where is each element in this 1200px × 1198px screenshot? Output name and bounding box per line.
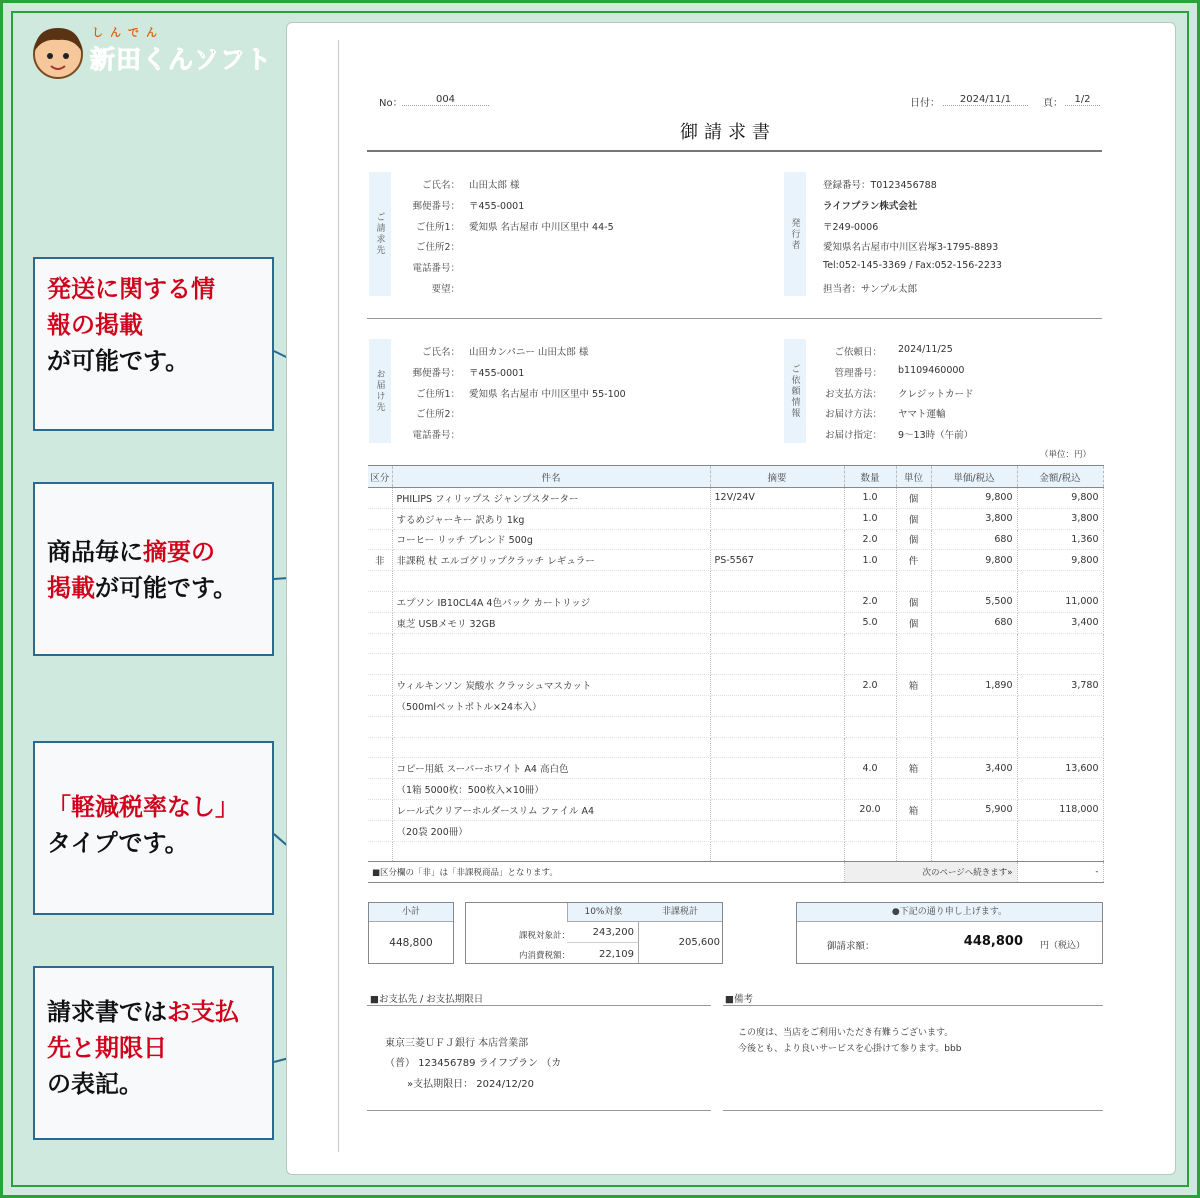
table-cell (896, 841, 931, 862)
table-cell (844, 571, 896, 592)
table-cell (368, 529, 392, 550)
callout-text: 「軽減税率なし」 (47, 793, 239, 821)
table-cell: 4.0 (844, 758, 896, 779)
field-label: 要望： (431, 284, 460, 295)
table-cell (1017, 716, 1103, 737)
table-cell (1017, 737, 1103, 758)
field-value: 山田太郎 様 (469, 180, 520, 191)
field-label: 管理番号： (834, 367, 882, 379)
table-cell (931, 820, 1017, 841)
table-cell (1017, 779, 1103, 800)
invoice-number: 004 (402, 94, 489, 106)
no-label: No： (379, 98, 403, 109)
field-label: ご依頼日： (834, 347, 882, 358)
table-cell: コーヒー リッチ ブレンド 500g (392, 529, 710, 550)
table-cell (710, 737, 844, 758)
tax-exempt-total: 205,600 (678, 937, 720, 948)
table-cell (368, 654, 392, 675)
table-cell: （500mlペットボトル×24本入） (392, 695, 710, 716)
remarks-rule-top (723, 1005, 1103, 1006)
taxable-label: 課税対象計： (518, 931, 570, 941)
table-cell: 個 (896, 591, 931, 612)
table-cell (931, 654, 1017, 675)
payment-rule-bottom (367, 1110, 711, 1111)
table-cell (368, 508, 392, 529)
table-cell: 5,500 (931, 591, 1017, 612)
field-label: 郵便番号： (412, 367, 460, 379)
table-cell: レール式クリアーホルダースリム ファイル A4 (392, 799, 710, 820)
field-label: お届け指定： (824, 430, 882, 442)
page-number: 1/2 (1065, 94, 1100, 106)
table-cell (1017, 695, 1103, 716)
table-cell: PHILIPS フィリップス ジャンプスターター (392, 488, 710, 509)
table-cell (368, 716, 392, 737)
table-cell (368, 675, 392, 696)
table-cell (392, 633, 710, 654)
table-cell (368, 695, 392, 716)
billing-total-value: 448,800 (963, 934, 1023, 949)
table-cell: ウィルキンソン 炭酸水 クラッシュマスカット (392, 675, 710, 696)
table-cell (368, 820, 392, 841)
table-cell (710, 841, 844, 862)
tax-box (465, 902, 723, 964)
column-header: 区分 (368, 466, 392, 488)
table-row (368, 675, 1103, 696)
table-cell: エプソン IB10CL4A 4色パック カートリッジ (392, 591, 710, 612)
table-cell (368, 758, 392, 779)
delivery-side-label: お届け先 (369, 339, 391, 443)
consumption-tax-label: 内消費税額： (518, 951, 570, 961)
table-cell (844, 779, 896, 800)
issuer-side-label: 発行者 (784, 172, 806, 296)
field-value: 9〜13時（午前） (898, 430, 974, 442)
table-cell: 9,800 (931, 550, 1017, 571)
field-label: 電話番号： (412, 263, 460, 275)
remarks-rule-bottom (723, 1110, 1103, 1111)
table-cell: 9,800 (1017, 550, 1103, 571)
table-cell (368, 633, 392, 654)
field-label: ご氏名： (421, 347, 460, 358)
table-cell: （1箱 5000枚：500枚入×10冊） (392, 779, 710, 800)
table-cell: するめジャーキー 訳あり 1kg (392, 508, 710, 529)
column-header: 摘要 (710, 466, 844, 488)
table-cell (392, 716, 710, 737)
table-cell: 11,000 (1017, 591, 1103, 612)
brand-name: 新田くんソフト (90, 45, 273, 74)
table-cell: 13,600 (1017, 758, 1103, 779)
table-cell: 5.0 (844, 612, 896, 633)
table-cell (392, 571, 710, 592)
issuer-line: 登録番号：T0123456788 (823, 180, 937, 191)
table-cell (1017, 633, 1103, 654)
field-label: 電話番号： (412, 430, 460, 442)
callout-text: 商品毎に (47, 538, 143, 566)
payment-due: »支払期限日： 2024/12/20 (407, 1079, 534, 1090)
callout-text: 請求書では (47, 998, 167, 1026)
table-cell: 9,800 (931, 488, 1017, 509)
callout-text: 発送に関する情 (47, 275, 215, 303)
field-label: ご住所1： (415, 388, 460, 400)
callout-text: 摘要の (143, 538, 215, 566)
field-value: b1109460000 (898, 364, 965, 376)
callout-text: 払先と期限日 (47, 998, 239, 1062)
payment-title: ■お支払先 / お支払期限日 (370, 994, 484, 1005)
table-cell: 9,800 (1017, 488, 1103, 509)
taxable-value: 243,200 (592, 927, 634, 938)
table-cell: 1.0 (844, 488, 896, 509)
table-cell (710, 758, 844, 779)
table-cell (931, 716, 1017, 737)
field-value: 愛知県 名古屋市 中川区里中 44-5 (469, 221, 614, 233)
table-cell (1017, 820, 1103, 841)
table-cell (931, 571, 1017, 592)
table-cell: 680 (931, 612, 1017, 633)
billing-total-label: 御請求額： (827, 941, 875, 952)
billing-total-box (796, 902, 1103, 964)
table-cell: 20.0 (844, 799, 896, 820)
table-row (368, 550, 1103, 571)
items-table (368, 465, 1104, 883)
table-row (368, 716, 1103, 737)
callout-text: お支 (167, 998, 215, 1026)
unit-note: （単位：円） (1040, 450, 1092, 460)
table-row (368, 612, 1103, 633)
table-cell: 個 (896, 529, 931, 550)
issuer-line: 愛知県名古屋市中川区岩塚3-1795-8893 (823, 242, 999, 254)
table-cell: 個 (896, 488, 931, 509)
table-cell (896, 695, 931, 716)
table-cell (710, 799, 844, 820)
column-header: 単位 (896, 466, 931, 488)
payment-account: （普） 123456789 ライフプラン （カ (385, 1058, 562, 1069)
table-row (368, 695, 1103, 716)
issuer-line: 〒249-0006 (823, 221, 879, 233)
table-cell (710, 633, 844, 654)
table-cell: 3,400 (1017, 612, 1103, 633)
table-cell (710, 591, 844, 612)
next-page-note: 次のページへ続きます» (844, 862, 1017, 883)
table-cell (368, 591, 392, 612)
table-cell: 2.0 (844, 675, 896, 696)
callout-text: です。 (119, 347, 190, 375)
callout-text: 表記。 (71, 1070, 143, 1098)
table-cell (896, 633, 931, 654)
table-row (368, 841, 1103, 862)
table-cell (931, 779, 1017, 800)
next-page-amount: - (1017, 862, 1103, 883)
table-cell: 非 (368, 550, 392, 571)
section-separator (367, 318, 1102, 319)
title-rule (367, 150, 1102, 152)
field-label: ご氏名： (421, 180, 460, 191)
table-row (368, 758, 1103, 779)
table-cell (1017, 654, 1103, 675)
table-cell (710, 695, 844, 716)
field-value: 2024/11/25 (898, 344, 953, 355)
table-cell: コピー用紙 スーパーホワイト A4 高白色 (392, 758, 710, 779)
remarks-title: ■備考 (725, 994, 753, 1005)
table-cell: 件 (896, 550, 931, 571)
table-cell (896, 779, 931, 800)
tax-col-label: 10%対象 (567, 903, 640, 922)
field-label: 郵便番号： (412, 200, 460, 212)
table-cell (844, 820, 896, 841)
table-cell: 12V/24V (710, 488, 844, 509)
callout-text: の (47, 1070, 71, 1098)
table-row (368, 737, 1103, 758)
field-value: 山田カンパニー 山田太郎 様 (469, 347, 589, 358)
table-cell: 3,780 (1017, 675, 1103, 696)
table-cell (844, 633, 896, 654)
table-cell (710, 571, 844, 592)
table-cell: 3,400 (931, 758, 1017, 779)
callout-text: 掲載 (47, 574, 95, 602)
brand-ruby: しんでん (92, 26, 164, 39)
table-cell (710, 675, 844, 696)
table-cell (710, 529, 844, 550)
table-cell (368, 799, 392, 820)
table-cell (844, 737, 896, 758)
table-cell (710, 654, 844, 675)
remarks-line-2: 今後とも、より良いサービスを心掛けて参ります。bbb (738, 1044, 962, 1054)
field-value: クレジットカード (898, 388, 974, 400)
table-cell: 1.0 (844, 550, 896, 571)
subtotal-box (368, 902, 454, 964)
table-cell: 3,800 (931, 508, 1017, 529)
table-cell: 箱 (896, 675, 931, 696)
remarks-line-1: この度は、当店をご利用いただき有難うございます。 (738, 1028, 954, 1038)
table-cell (392, 737, 710, 758)
subtotal-label: 小計 (369, 903, 453, 922)
table-row (368, 779, 1103, 800)
tax-total-label: 非課税計 (638, 903, 722, 922)
footer-note: ■区分欄の「非」は「非課税商品」となります。 (368, 862, 844, 883)
table-row (368, 571, 1103, 592)
table-row (368, 820, 1103, 841)
column-header: 件名 (392, 466, 710, 488)
field-label: ご住所2： (415, 409, 460, 421)
payment-bank: 東京三菱ＵＦＪ銀行 本店営業部 (385, 1038, 529, 1049)
field-label: ご住所1： (415, 221, 460, 233)
issuer-line: 担当者：サンプル太郎 (823, 284, 918, 295)
document-title: 御請求書 (680, 122, 776, 143)
field-value: 〒455-0001 (469, 200, 525, 212)
table-row (368, 654, 1103, 675)
table-cell: 118,000 (1017, 799, 1103, 820)
billing-side-label: ご請求先 (369, 172, 391, 296)
table-cell (896, 737, 931, 758)
table-cell: 個 (896, 508, 931, 529)
table-cell (368, 488, 392, 509)
table-cell (710, 779, 844, 800)
table-cell (392, 654, 710, 675)
table-footer-row (368, 862, 1103, 883)
table-cell: 東芝 USBメモリ 32GB (392, 612, 710, 633)
table-cell (1017, 571, 1103, 592)
table-cell: 2.0 (844, 591, 896, 612)
table-cell: 非課税 杖 エルゴグリップクラッチ レギュラー (392, 550, 710, 571)
billing-total-head: ●下記の通り申し上げます。 (797, 903, 1102, 922)
table-cell (368, 571, 392, 592)
table-cell (844, 716, 896, 737)
table-header-row (368, 466, 1103, 488)
field-value: 愛知県 名古屋市 中川区里中 55-100 (469, 388, 626, 400)
callout-text: が可能です。 (95, 574, 238, 602)
page-label: 頁： (1043, 98, 1063, 109)
table-cell: 1,360 (1017, 529, 1103, 550)
table-cell (931, 737, 1017, 758)
callout-text: タイプです。 (47, 829, 189, 857)
table-cell: 1,890 (931, 675, 1017, 696)
table-cell (844, 695, 896, 716)
table-cell (896, 820, 931, 841)
table-cell (392, 841, 710, 862)
table-cell: 3,800 (1017, 508, 1103, 529)
table-cell: 1.0 (844, 508, 896, 529)
tax-row-divider (567, 942, 638, 943)
field-label: お届け方法： (824, 409, 882, 421)
field-value: 〒455-0001 (469, 367, 525, 379)
field-label: ご住所2： (415, 242, 460, 254)
table-cell (931, 633, 1017, 654)
table-row (368, 633, 1103, 654)
table-row (368, 799, 1103, 820)
table-cell (931, 841, 1017, 862)
subtotal-value: 448,800 (389, 937, 433, 949)
table-cell (368, 841, 392, 862)
consumption-tax-value: 22,109 (599, 949, 634, 960)
table-cell (896, 654, 931, 675)
table-cell (710, 820, 844, 841)
field-value: ヤマト運輸 (898, 409, 946, 421)
table-cell (368, 612, 392, 633)
billing-total-unit: 円（税込） (1040, 941, 1086, 951)
table-cell (710, 612, 844, 633)
table-row (368, 591, 1103, 612)
payment-rule-top (367, 1005, 711, 1006)
callout-text: 報の掲載 (47, 311, 143, 339)
column-header: 金額/税込 (1017, 466, 1103, 488)
table-cell (931, 695, 1017, 716)
table-cell (710, 508, 844, 529)
column-header: 数量 (844, 466, 896, 488)
table-cell: 箱 (896, 758, 931, 779)
table-row (368, 488, 1103, 509)
date-label: 日付： (910, 98, 940, 109)
invoice-date: 2024/11/1 (943, 94, 1028, 106)
table-cell: 個 (896, 612, 931, 633)
table-cell (896, 571, 931, 592)
column-header: 単価/税込 (931, 466, 1017, 488)
table-cell: 2.0 (844, 529, 896, 550)
order-info-side-label: ご依頼情報 (784, 339, 806, 443)
table-row (368, 529, 1103, 550)
table-cell (844, 654, 896, 675)
callout-text: が可能 (47, 347, 119, 375)
table-cell (710, 716, 844, 737)
table-cell: PS-5567 (710, 550, 844, 571)
table-cell (368, 779, 392, 800)
table-cell: 5,900 (931, 799, 1017, 820)
table-cell (896, 716, 931, 737)
field-label: お支払方法： (824, 388, 882, 400)
table-cell: 箱 (896, 799, 931, 820)
table-cell (844, 841, 896, 862)
table-row (368, 508, 1103, 529)
table-cell: （20袋 200冊） (392, 820, 710, 841)
issuer-line: Tel:052-145-3369 / Fax:052-156-2233 (823, 260, 1002, 272)
issuer-line: ライフプラン株式会社 (823, 200, 918, 212)
table-cell: 680 (931, 529, 1017, 550)
table-cell (1017, 841, 1103, 862)
table-cell (368, 737, 392, 758)
